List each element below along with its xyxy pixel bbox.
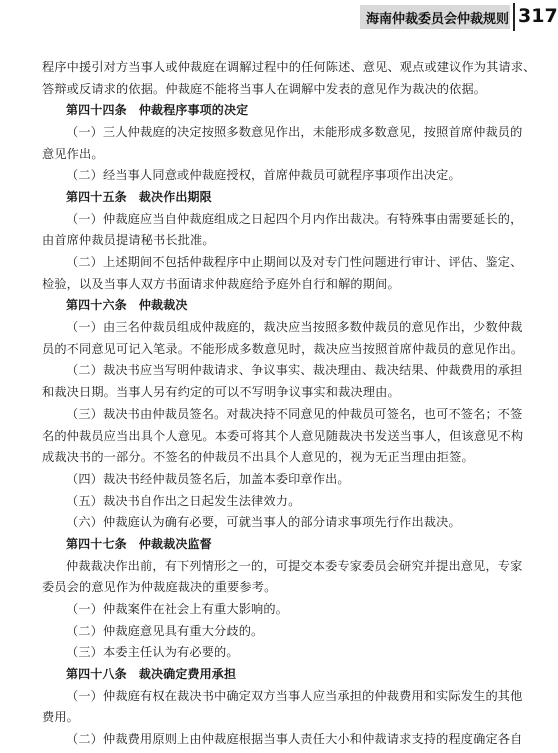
body-line: 费用。 — [42, 710, 80, 724]
body-line: （一）仲裁庭应当自仲裁庭组成之日起四个月内作出裁决。有特殊事由需要延长的， — [66, 212, 523, 226]
body-line: （三）本委主任认为有必要的。 — [66, 645, 239, 659]
article-heading-48: 第四十八条 裁决确定费用承担 — [66, 667, 237, 681]
body-line: （四）裁决书经仲裁员签名后，加盖本委印章作出。 — [66, 472, 350, 486]
article-heading-46: 第四十六条 仲裁裁决 — [66, 298, 188, 312]
body-line: 委员会的意见作为仲裁庭裁决的重要参考。 — [42, 580, 277, 594]
body-line: （二）仲裁费用原则上由仲裁庭根据当事人责任大小和仲裁请求支持的程度确定各自 — [66, 732, 523, 746]
body-line: （一）仲裁庭有权在裁决书中确定双方当事人应当承担的仲裁费用和实际发生的其他 — [66, 689, 523, 703]
body-line: （三）裁决书由仲裁员签名。对裁决持不同意见的仲裁员可签名，也可不签名；不签 — [66, 407, 523, 421]
body-line: （一）由三名仲裁员组成仲裁庭的，裁决应当按照多数仲裁员的意见作出，少数仲裁 — [66, 320, 523, 334]
body-line: 程序中援引对方当事人或仲裁庭在调解过程中的任何陈述、意见、观点或建议作为其请求、 — [42, 60, 536, 74]
body-line: （二）经当事人同意或仲裁庭授权，首席仲裁员可就程序事项作出决定。 — [66, 168, 461, 182]
body-line: （二）裁决书应当写明仲裁请求、争议事实、裁决理由、裁决结果、仲裁费用的承担 — [66, 363, 523, 377]
body-line: （六）仲裁庭认为确有必要，可就当事人的部分请求事项先行作出裁决。 — [66, 515, 461, 529]
body-line: 成裁决书的一部分。不签名的仲裁员不出具个人意见的，视为无正当理由拒签。 — [42, 450, 474, 464]
body-line: （五）裁决书自作出之日起发生法律效力。 — [66, 494, 301, 508]
body-line: 意见作出。 — [42, 147, 104, 161]
body-line: 仲裁裁决作出前，有下列情形之一的，可提交本委专家委员会研究并提出意见，专家 — [66, 559, 523, 573]
body-line: 由首席仲裁员提请秘书长批准。 — [42, 233, 215, 247]
page-number: 317 — [518, 5, 558, 27]
article-heading-47: 第四十七条 仲裁裁决监督 — [66, 537, 212, 551]
article-heading-45: 第四十五条 裁决作出期限 — [66, 190, 212, 204]
header-title: 海南仲裁委员会仲裁规则 — [366, 12, 510, 27]
body-line: 和裁决日期。当事人另有约定的可以不写明争议事实和裁决理由。 — [42, 385, 400, 399]
body-line: 名的仲裁员应当出具个人意见。本委可将其个人意见随裁决书发送当事人，但该意见不构 — [42, 429, 524, 443]
body-line: （二）仲裁庭意见具有重大分歧的。 — [66, 624, 264, 638]
body-line: 答辩或反请求的依据。仲裁庭不能将当事人在调解中发表的意见作为裁决的依据。 — [42, 82, 487, 96]
body-line: （一）三人仲裁庭的决定按照多数意见作出，未能形成多数意见，按照首席仲裁员的 — [66, 125, 523, 139]
body-line: 员的不同意见可记入笔录。不能形成多数意见时，裁决应当按照首席仲裁员的意见作出。 — [42, 342, 524, 356]
body-line: （一）仲裁案件在社会上有重大影响的。 — [66, 602, 289, 616]
article-heading-44: 第四十四条 仲裁程序事项的决定 — [66, 103, 249, 117]
body-line: 检验，以及当事人双方书面请求仲裁庭给予庭外自行和解的期间。 — [42, 277, 400, 291]
body-line: （二）上述期间不包括仲裁程序中止期间以及对专门性问题进行审计、评估、鉴定、 — [66, 255, 523, 269]
